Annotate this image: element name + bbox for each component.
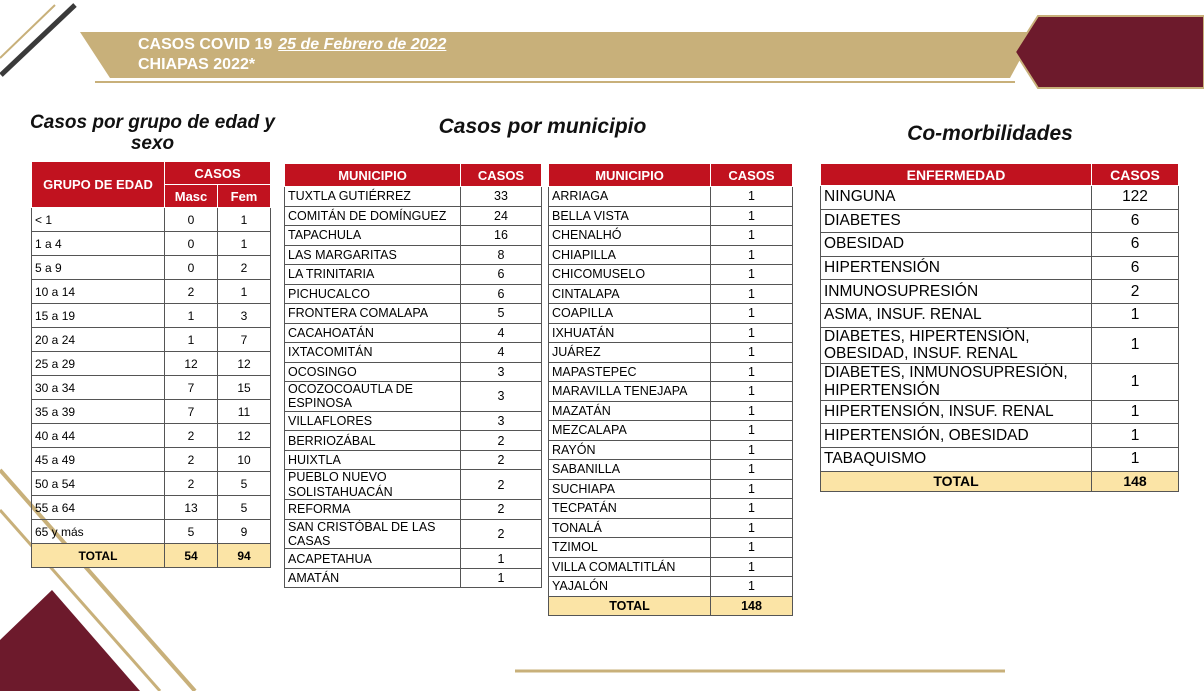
header-line2: CHIAPAS 2022* [138, 56, 256, 73]
name-cell: LAS MARGARITAS [285, 245, 461, 265]
age-group-cell: 1 a 4 [32, 232, 165, 256]
name-cell: RAYÓN [549, 440, 711, 460]
name-cell: DIABETES [821, 209, 1092, 233]
table-row [285, 568, 542, 588]
age-group-cell: 55 a 64 [32, 496, 165, 520]
age-group-cell: 40 a 44 [32, 424, 165, 448]
cases-cell: 1 [711, 206, 793, 226]
total-female: 94 [218, 544, 271, 568]
male-header: Masc [165, 185, 218, 208]
table-row [549, 479, 793, 499]
female-count-cell: 5 [218, 472, 271, 496]
name-cell: HUIXTLA [285, 450, 461, 470]
male-count-cell: 2 [165, 280, 218, 304]
name-cell: MAZATÁN [549, 401, 711, 421]
cases-cell: 1 [711, 557, 793, 577]
name-cell: OBESIDAD [821, 233, 1092, 257]
age-group-cell: < 1 [32, 208, 165, 232]
cases-cell: 1 [1092, 400, 1179, 424]
table-row [549, 538, 793, 558]
cases-cell: 1 [711, 343, 793, 363]
cases-cell: 1 [711, 518, 793, 538]
cases-cell: 6 [461, 265, 542, 285]
female-count-cell: 1 [218, 232, 271, 256]
name-cell: VILLAFLORES [285, 411, 461, 431]
cases-cell: 2 [461, 500, 542, 520]
age-group-cell: 20 a 24 [32, 328, 165, 352]
male-count-cell: 2 [165, 424, 218, 448]
male-count-cell: 13 [165, 496, 218, 520]
age-group-cell: 65 y más [32, 520, 165, 544]
name-cell: MAPASTEPEC [549, 362, 711, 382]
table-row [549, 187, 793, 207]
table-row [821, 327, 1179, 364]
cases-cell: 1 [711, 460, 793, 480]
cases-cell: 1 [711, 362, 793, 382]
male-count-cell: 2 [165, 448, 218, 472]
cases-cell: 1 [711, 226, 793, 246]
cases-cell: 1 [711, 323, 793, 343]
table-row [285, 304, 542, 324]
table-row [285, 226, 542, 246]
table-row [32, 496, 271, 520]
cases-cell: 4 [461, 323, 542, 343]
age-group-cell: 50 a 54 [32, 472, 165, 496]
name-cell: HIPERTENSIÓN, OBESIDAD [821, 424, 1092, 448]
table-row [549, 460, 793, 480]
female-count-cell: 2 [218, 256, 271, 280]
table-row [549, 440, 793, 460]
table-row [549, 245, 793, 265]
table-row [549, 557, 793, 577]
female-count-cell: 11 [218, 400, 271, 424]
table-row [32, 328, 271, 352]
cases-cell: 2 [1092, 280, 1179, 304]
name-cell: CHENALHÓ [549, 226, 711, 246]
name-cell: DIABETES, HIPERTENSIÓN, OBESIDAD, INSUF. RENAL [821, 327, 1092, 364]
name-cell: PICHUCALCO [285, 284, 461, 304]
table-row [821, 186, 1179, 210]
table-row [285, 284, 542, 304]
name-cell: VILLA COMALTITLÁN [549, 557, 711, 577]
female-count-cell: 1 [218, 280, 271, 304]
male-count-cell: 7 [165, 400, 218, 424]
cases-cell: 4 [461, 343, 542, 363]
header-date: 25 de Febrero de 2022 [278, 36, 447, 53]
table-row [285, 411, 542, 431]
table-row [821, 400, 1179, 424]
cases-cell: 2 [461, 470, 542, 500]
male-count-cell: 0 [165, 256, 218, 280]
cases-cell: 1 [711, 265, 793, 285]
municipio-header: MUNICIPIO [285, 164, 461, 187]
cases-cell: 2 [461, 519, 542, 549]
name-cell: OCOSINGO [285, 362, 461, 382]
age-cases-header: CASOS [165, 162, 271, 185]
name-cell: CHIAPILLA [549, 245, 711, 265]
name-cell: TUXTLA GUTIÉRREZ [285, 187, 461, 207]
casos-header: CASOS [711, 164, 793, 187]
table-row [821, 448, 1179, 472]
cases-cell: 1 [1092, 424, 1179, 448]
table-row [285, 450, 542, 470]
table-row [549, 304, 793, 324]
male-count-cell: 7 [165, 376, 218, 400]
section-title-age: Casos por grupo de edad y sexo [30, 112, 275, 154]
municipio-table-2 [548, 163, 793, 616]
table-row [821, 364, 1179, 401]
name-cell: MEZCALAPA [549, 421, 711, 441]
table-row [549, 226, 793, 246]
cases-cell: 6 [1092, 256, 1179, 280]
table-row [32, 424, 271, 448]
cases-cell: 1 [711, 421, 793, 441]
table-row [32, 232, 271, 256]
name-cell: IXHUATÁN [549, 323, 711, 343]
cases-cell: 1 [711, 284, 793, 304]
table-row [285, 519, 542, 549]
cases-cell: 1 [711, 245, 793, 265]
cases-cell: 1 [711, 304, 793, 324]
total-row [32, 544, 271, 568]
name-cell: BELLA VISTA [549, 206, 711, 226]
male-count-cell: 2 [165, 472, 218, 496]
total-label: TOTAL [32, 544, 165, 568]
cases-cell: 1 [711, 187, 793, 207]
total-row [821, 471, 1179, 491]
table-row [821, 209, 1179, 233]
table-row [549, 499, 793, 519]
name-cell: SABANILLA [549, 460, 711, 480]
table-row [32, 304, 271, 328]
name-cell: ASMA, INSUF. RENAL [821, 303, 1092, 327]
total-cases: 148 [1092, 471, 1179, 491]
name-cell: YAJALÓN [549, 577, 711, 597]
cases-cell: 3 [461, 411, 542, 431]
cases-cell: 1 [711, 479, 793, 499]
name-cell: REFORMA [285, 500, 461, 520]
name-cell: AMATÁN [285, 568, 461, 588]
male-count-cell: 1 [165, 304, 218, 328]
age-group-cell: 35 a 39 [32, 400, 165, 424]
female-count-cell: 15 [218, 376, 271, 400]
cases-cell: 6 [1092, 209, 1179, 233]
name-cell: NINGUNA [821, 186, 1092, 210]
cases-cell: 1 [1092, 448, 1179, 472]
age-group-cell: 15 a 19 [32, 304, 165, 328]
table-row [285, 323, 542, 343]
table-row [549, 265, 793, 285]
municipio-table-1 [284, 163, 542, 588]
female-count-cell: 12 [218, 424, 271, 448]
age-group-cell: 30 a 34 [32, 376, 165, 400]
table-row [285, 470, 542, 500]
casos-header: CASOS [1092, 164, 1179, 186]
female-count-cell: 1 [218, 208, 271, 232]
section-title-comorbidities: Co-morbilidades [907, 122, 1073, 145]
table-row [32, 352, 271, 376]
cases-cell: 2 [461, 450, 542, 470]
table-row [32, 520, 271, 544]
cases-cell: 1 [1092, 364, 1179, 401]
section-title-municipio: Casos por municipio [438, 115, 647, 138]
cases-cell: 1 [1092, 303, 1179, 327]
header-title [138, 35, 446, 75]
table-row [32, 472, 271, 496]
name-cell: INMUNOSUPRESIÓN [821, 280, 1092, 304]
cases-cell: 1 [711, 401, 793, 421]
cases-cell: 1 [711, 577, 793, 597]
table-row [821, 280, 1179, 304]
age-group-cell: 25 a 29 [32, 352, 165, 376]
name-cell: SUCHIAPA [549, 479, 711, 499]
name-cell: TECPATÁN [549, 499, 711, 519]
total-male: 54 [165, 544, 218, 568]
table-row [32, 256, 271, 280]
cases-cell: 1 [1092, 327, 1179, 364]
table-row [549, 343, 793, 363]
cases-cell: 1 [461, 568, 542, 588]
cases-cell: 1 [461, 549, 542, 569]
female-header: Fem [218, 185, 271, 208]
cases-cell: 6 [461, 284, 542, 304]
table-row [549, 577, 793, 597]
cases-cell: 2 [461, 431, 542, 451]
name-cell: ACAPETAHUA [285, 549, 461, 569]
age-sex-table [31, 161, 271, 568]
table-row [549, 382, 793, 402]
comorbidity-table [820, 163, 1179, 492]
female-count-cell: 7 [218, 328, 271, 352]
name-cell: LA TRINITARIA [285, 265, 461, 285]
cases-cell: 1 [711, 499, 793, 519]
table-row [285, 362, 542, 382]
table-row [285, 206, 542, 226]
cases-cell: 33 [461, 187, 542, 207]
table-row [32, 376, 271, 400]
header-line1: CASOS COVID 19 [138, 36, 273, 53]
table-row [285, 187, 542, 207]
table-row [285, 343, 542, 363]
name-cell: SAN CRISTÓBAL DE LAS CASAS [285, 519, 461, 549]
table-row [549, 206, 793, 226]
name-cell: CHICOMUSELO [549, 265, 711, 285]
cases-cell: 1 [711, 382, 793, 402]
table-row [32, 280, 271, 304]
table-row [821, 256, 1179, 280]
female-count-cell: 10 [218, 448, 271, 472]
table-row [285, 431, 542, 451]
male-count-cell: 0 [165, 232, 218, 256]
casos-header: CASOS [461, 164, 542, 187]
name-cell: PUEBLO NUEVO SOLISTAHUACÁN [285, 470, 461, 500]
name-cell: IXTACOMITÁN [285, 343, 461, 363]
table-row [549, 323, 793, 343]
name-cell: CINTALAPA [549, 284, 711, 304]
name-cell: TZIMOL [549, 538, 711, 558]
name-cell: DIABETES, INMUNOSUPRESIÓN, HIPERTENSIÓN [821, 364, 1092, 401]
cases-cell: 8 [461, 245, 542, 265]
cases-cell: 16 [461, 226, 542, 246]
male-count-cell: 12 [165, 352, 218, 376]
cases-cell: 3 [461, 362, 542, 382]
name-cell: CACAHOATÁN [285, 323, 461, 343]
male-count-cell: 5 [165, 520, 218, 544]
table-row [32, 208, 271, 232]
cases-cell: 24 [461, 206, 542, 226]
cases-cell: 6 [1092, 233, 1179, 257]
name-cell: OCOZOCOAUTLA DE ESPINOSA [285, 382, 461, 412]
total-cases: 148 [711, 596, 793, 616]
corner-maroon-shape [1015, 16, 1204, 88]
female-count-cell: 3 [218, 304, 271, 328]
table-row [549, 421, 793, 441]
name-cell: MARAVILLA TENEJAPA [549, 382, 711, 402]
total-row [549, 596, 793, 616]
total-label: TOTAL [821, 471, 1092, 491]
enfermedad-header: ENFERMEDAD [821, 164, 1092, 186]
male-count-cell: 0 [165, 208, 218, 232]
age-group-cell: 45 a 49 [32, 448, 165, 472]
table-row [821, 424, 1179, 448]
name-cell: HIPERTENSIÓN, INSUF. RENAL [821, 400, 1092, 424]
name-cell: COMITÁN DE DOMÍNGUEZ [285, 206, 461, 226]
table-row [285, 500, 542, 520]
table-row [549, 518, 793, 538]
age-group-cell: 5 a 9 [32, 256, 165, 280]
table-row [549, 401, 793, 421]
name-cell: FRONTERA COMALAPA [285, 304, 461, 324]
table-row [821, 303, 1179, 327]
table-row [285, 265, 542, 285]
female-count-cell: 9 [218, 520, 271, 544]
male-count-cell: 1 [165, 328, 218, 352]
municipio-header: MUNICIPIO [549, 164, 711, 187]
table-row [549, 362, 793, 382]
cases-cell: 1 [711, 538, 793, 558]
table-row [32, 400, 271, 424]
name-cell: COAPILLA [549, 304, 711, 324]
name-cell: JUÁREZ [549, 343, 711, 363]
cases-cell: 3 [461, 382, 542, 412]
table-row [821, 233, 1179, 257]
total-label: TOTAL [549, 596, 711, 616]
cases-cell: 122 [1092, 186, 1179, 210]
name-cell: TABAQUISMO [821, 448, 1092, 472]
table-row [549, 284, 793, 304]
name-cell: TONALÁ [549, 518, 711, 538]
age-group-cell: 10 a 14 [32, 280, 165, 304]
table-row [285, 549, 542, 569]
age-group-header: GRUPO DE EDAD [32, 162, 165, 208]
table-row [32, 448, 271, 472]
name-cell: ARRIAGA [549, 187, 711, 207]
cases-cell: 5 [461, 304, 542, 324]
name-cell: TAPACHULA [285, 226, 461, 246]
female-count-cell: 12 [218, 352, 271, 376]
name-cell: BERRIOZÁBAL [285, 431, 461, 451]
table-row [285, 382, 542, 412]
cases-cell: 1 [711, 440, 793, 460]
female-count-cell: 5 [218, 496, 271, 520]
name-cell: HIPERTENSIÓN [821, 256, 1092, 280]
table-row [285, 245, 542, 265]
